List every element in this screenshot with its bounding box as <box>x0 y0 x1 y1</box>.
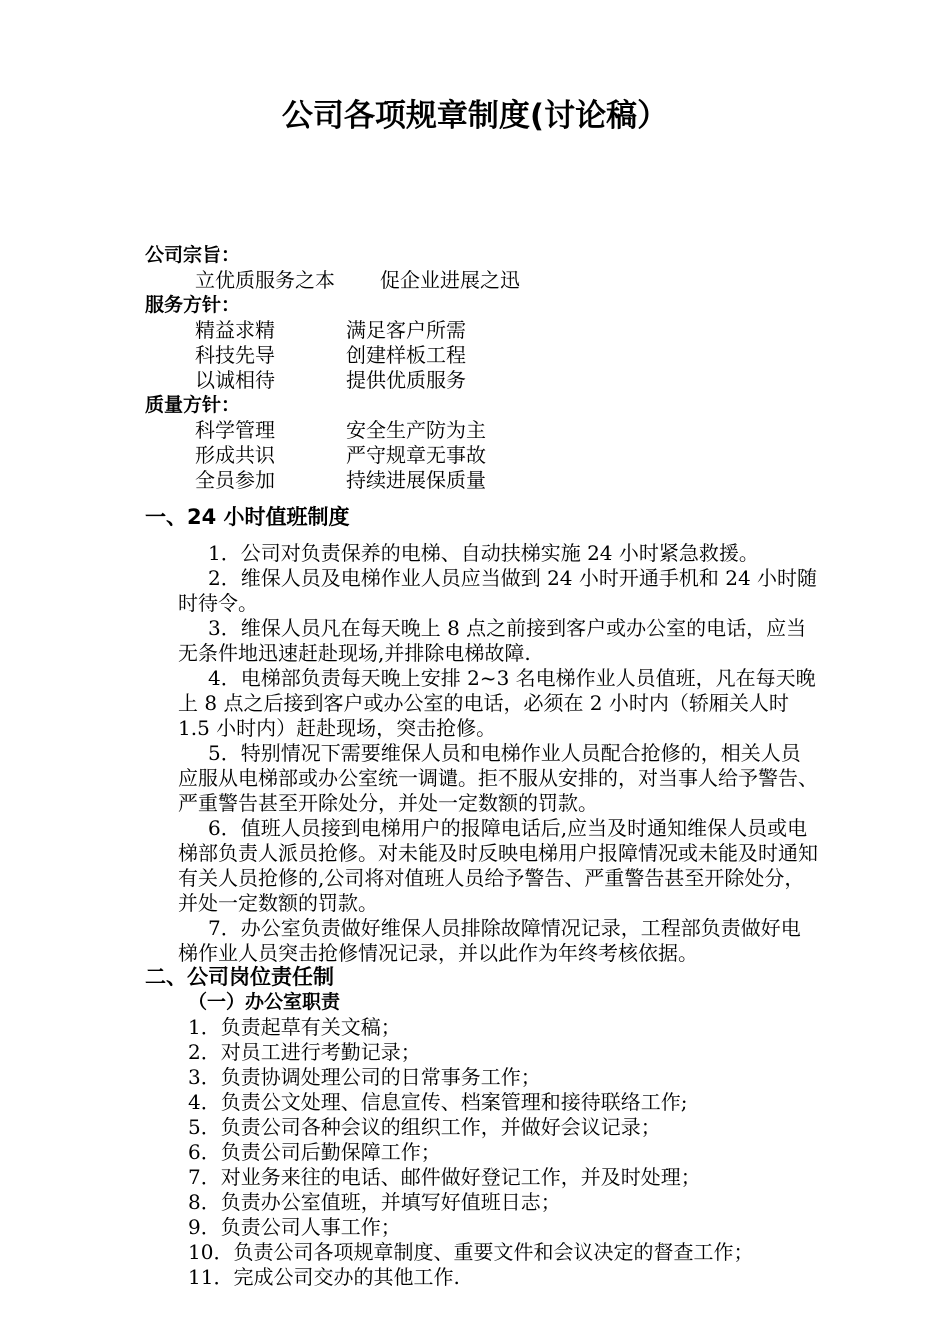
duty-list <box>188 1015 753 1290</box>
quality-policy-left: 科学管理 <box>195 418 275 442</box>
section-heading: 二、公司岗位责任制 <box>145 965 334 989</box>
list-item: 5．负责公司各种会议的组织工作，并做好会议记录； <box>188 1115 661 1139</box>
rule-paragraph: 2．维保人员及电梯作业人员应当做到 24 小时开通手机和 24 小时随时待令。 <box>178 566 818 615</box>
quality-policy-left: 形成共识 <box>195 443 275 467</box>
service-policy-right: 满足客户所需 <box>346 318 466 342</box>
rule-paragraph: 6．值班人员接到电梯用户的报障电话后,应当及时通知维保人员或电梯部负责人派员抢修。对未能及时反映电梯用户报障情况或未能及时通知有关人员抢修的,公司将对值班人员给予警告、严重警告甚至开除处分，并处一定数额的罚款。 <box>178 816 818 915</box>
service-policy-left: 精益求精 <box>195 318 275 342</box>
list-item: 6．负责公司后勤保障工作； <box>188 1140 441 1164</box>
purpose-right: 促企业进展之迅 <box>380 268 520 292</box>
list-item: 1．负责起草有关文稿； <box>188 1015 401 1039</box>
rule-paragraph: 5．特别情况下需要维保人员和电梯作业人员配合抢修的，相关人员应服从电梯部或办公室统一调谴。拒不服从安排的，对当事人给予警告、严重警告甚至开除处分，并处一定数额的罚款。 <box>178 741 818 815</box>
service-policy-left: 科技先导 <box>195 343 275 367</box>
rule-paragraph: 4．电梯部负责每天晚上安排 2~3 名电梯作业人员值班，凡在每天晚上 8 点之后接到客户或办公室的电话，必须在 2 小时内（轿厢关人时 1.5 小时内）赶赴现场，突击抢修。 <box>178 666 816 740</box>
section-heading: 一、24 小时值班制度 <box>145 505 350 529</box>
document-title: 公司各项规章制度(讨论稿） <box>281 98 669 134</box>
service-policy-left: 以诚相待 <box>195 368 275 392</box>
service-policy-heading: 服务方针： <box>145 294 241 316</box>
list-item: 8．负责办公室值班，并填写好值班日志； <box>188 1190 561 1214</box>
quality-policy-right: 持续进展保质量 <box>346 468 486 492</box>
list-item: 10．负责公司各项规章制度、重要文件和会议决定的督查工作； <box>188 1240 754 1264</box>
rule-paragraph: 7．办公室负责做好维保人员排除故障情况记录，工程部负责做好电梯作业人员突击抢修情况记录，并以此作为年终考核依据。 <box>178 916 801 965</box>
subsection-heading: （一）办公室职责 <box>188 991 341 1013</box>
section1-rules <box>178 541 818 966</box>
purpose-heading: 公司宗旨： <box>145 244 241 266</box>
service-policy-right: 提供优质服务 <box>346 368 466 392</box>
quality-policy-right: 严守规章无事故 <box>346 443 486 467</box>
quality-policy-right: 安全生产防为主 <box>346 418 486 442</box>
rule-paragraph: 1．公司对负责保养的电梯、自动扶梯实施 24 小时紧急救援。 <box>208 541 759 565</box>
list-item: 11．完成公司交办的其他工作. <box>188 1265 460 1289</box>
quality-policy-heading: 质量方针： <box>145 394 241 416</box>
purpose-left: 立优质服务之本 <box>195 268 335 292</box>
quality-policy-left: 全员参加 <box>195 468 275 492</box>
list-item: 7．对业务来往的电话、邮件做好登记工作，并及时处理； <box>188 1165 701 1189</box>
list-item: 2．对员工进行考勤记录； <box>188 1040 421 1064</box>
service-policy-right: 创建样板工程 <box>346 343 466 367</box>
list-item: 9．负责公司人事工作； <box>188 1215 401 1239</box>
rule-paragraph: 3．维保人员凡在每天晚上 8 点之前接到客户或办公室的电话，应当无条件地迅速赶赴现场,并排除电梯故障. <box>178 616 807 665</box>
list-item: 3．负责协调处理公司的日常事务工作； <box>188 1065 541 1089</box>
list-item: 4．负责公文处理、信息宣传、档案管理和接待联络工作; <box>188 1090 688 1114</box>
